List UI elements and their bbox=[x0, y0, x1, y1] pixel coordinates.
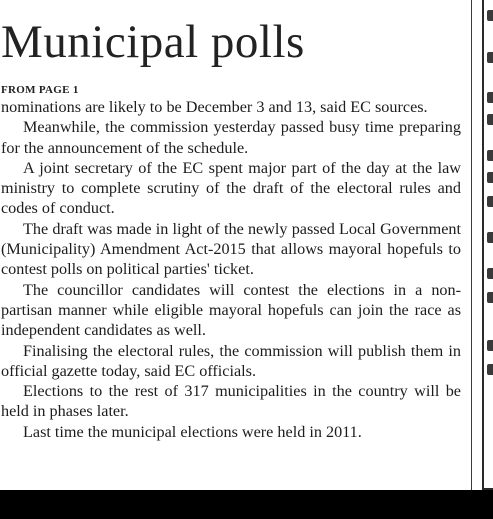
article-paragraph: A joint secretary of the EC spent major part of the day at the law ministry to complete scrutiny of the draft of the electoral rules and codes of conduct. bbox=[1, 158, 461, 218]
article-paragraph: Meanwhile, the commission yesterday passed busy time preparing for the announcement of the schedule. bbox=[1, 118, 461, 157]
column-divider bbox=[471, 0, 472, 490]
clipped-glyph bbox=[487, 196, 493, 207]
clipped-glyph bbox=[487, 340, 493, 351]
article-paragraph: Elections to the rest of 317 municipalities in the country will be held in phases later. bbox=[1, 382, 461, 421]
clipped-glyph bbox=[487, 232, 493, 243]
clipped-glyph bbox=[487, 150, 493, 161]
clipped-glyph bbox=[487, 292, 493, 303]
clipped-glyph bbox=[487, 10, 493, 21]
clipped-glyph bbox=[487, 268, 493, 279]
clipped-glyph bbox=[487, 364, 493, 375]
clipped-glyph bbox=[487, 92, 493, 103]
article-body bbox=[1, 97, 461, 442]
headline: Municipal polls bbox=[1, 16, 305, 68]
article-paragraph: Last time the municipal elections were held in 2011. bbox=[23, 422, 362, 441]
article-paragraph: The draft was made in light of the newly passed Local Government (Municipality) Amendment Act-2015 that allows mayoral hopefuls to contest polls on political parties' ticket. bbox=[1, 219, 461, 279]
clipped-glyph bbox=[487, 114, 493, 125]
adjacent-column-edge bbox=[482, 0, 493, 490]
bottom-black-band bbox=[0, 490, 493, 519]
article-paragraph: Finalising the electoral rules, the commission will publish them in official gazette today, said EC officials. bbox=[1, 341, 461, 380]
clipped-glyph bbox=[487, 172, 493, 183]
clipped-glyph bbox=[487, 52, 493, 63]
article-paragraph: The councillor candidates will contest the elections in a non-partisan manner while eligible mayoral hopefuls can join the race as independent candidates as well. bbox=[1, 280, 461, 340]
continuation-label: FROM PAGE 1 bbox=[1, 84, 79, 96]
article-paragraph: nominations are likely to be December 3 and 13, said EC sources. bbox=[1, 98, 428, 116]
